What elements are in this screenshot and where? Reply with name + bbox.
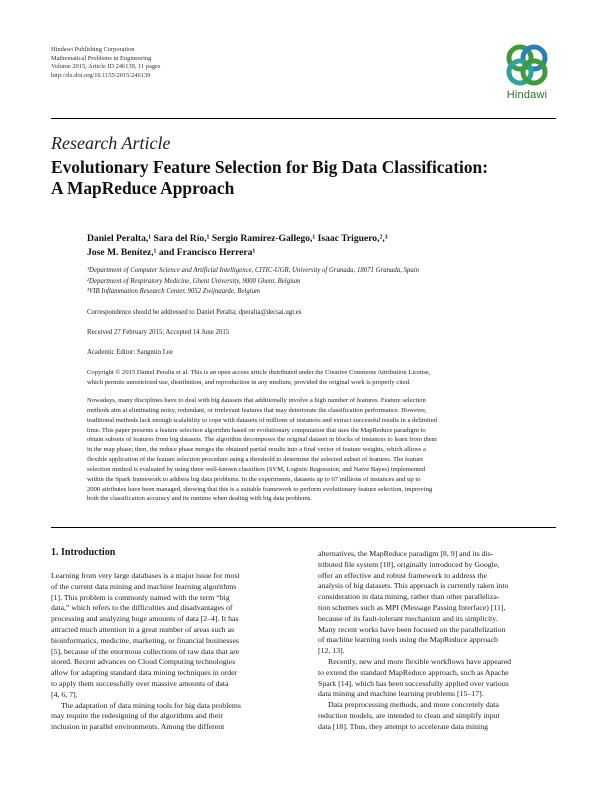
text-line: [4, 6, 7]. xyxy=(51,689,78,699)
text-line: may require the redesigning of the algorithms and their xyxy=(51,711,223,721)
received-dates: Received 27 February 2015; Accepted 14 June 2015 xyxy=(87,329,230,336)
copyright-notice xyxy=(87,368,556,388)
paragraph-intro-2 xyxy=(51,701,289,733)
affiliation: ²Department of Respiratory Medicine, Ghent University, 9000 Ghent, Belgium xyxy=(87,277,301,285)
affiliation: ¹Department of Computer Science and Artificial Intelligence, CITIC-UGR, University of Granada, 18071 Granada, Spain xyxy=(87,267,420,274)
article-type: Research Article xyxy=(51,133,171,153)
text-line: allow for adapting standard data mining techniques in order xyxy=(51,668,238,678)
text-line: Learning from very large databases is a major issue for most xyxy=(51,571,240,580)
abstract-line: in the map phase; then, the reduce phase merges the obtained partial results into a final vector of feature weights, which allows a xyxy=(87,446,426,454)
affiliations xyxy=(87,266,419,298)
paragraph-intro-1 xyxy=(51,571,289,701)
body-column-right xyxy=(318,549,556,733)
text-line: attracted much attention in a great number of areas such as xyxy=(51,624,235,634)
text-line: [12, 13]. xyxy=(318,646,345,656)
paper-title xyxy=(51,157,556,199)
text-line: of the current data mining and machine learning algorithms xyxy=(51,581,237,591)
text-line: reduction models, are intended to clean and simplify input xyxy=(318,710,500,720)
text-line: bioinformatics, medicine, marketing, or financial businesses xyxy=(51,635,239,645)
text-line: offer an effective and robust framework to address the xyxy=(318,570,488,580)
abstract-line: within the Spark framework to address big data problems. In the experiments, datasets up to 67 millions of instances and up to xyxy=(87,475,421,483)
abstract-line: obtain subsets of features from big datasets. The algorithm decomposes the original dataset in blocks of instances to learn from them xyxy=(87,436,437,444)
hindawi-logo xyxy=(498,42,556,108)
text-line: consideration in data mining, rather than other paralleliza- xyxy=(318,592,500,602)
text-line: tributed file system [10], originally introduced by Google, xyxy=(318,559,500,569)
copyright-line: which permits unrestricted use, distribution, and reproduction in any medium, provided the original work is properly cited. xyxy=(87,379,411,386)
text-line: processing and analyzing huge amounts of data [2–4]. It has xyxy=(51,614,239,624)
section-heading: 1. Introduction xyxy=(51,547,116,558)
title-line: A MapReduce Approach xyxy=(51,178,235,198)
authors-line: Daniel Peralta,¹ Sara del Río,¹ Sergio Ramírez-Gallego,¹ Isaac Triguero,²,³ xyxy=(87,233,388,244)
title-line: Evolutionary Feature Selection for Big Data Classification: xyxy=(51,157,488,177)
text-line: of machine learning tools using the MapReduce approach xyxy=(318,635,498,645)
logo-text: Hindawi xyxy=(506,89,548,101)
journal-metadata xyxy=(51,46,160,80)
abstract-line: methods aim at eliminating noisy, redundant, or irrelevant features that may deteriorate the classification performance. However, xyxy=(87,406,427,414)
abstract-line: traditional methods lack enough scalability to cope with datasets of millions of instances and extract successful results in a delimited xyxy=(87,416,437,424)
text-line: to apply them successfully over massive amounts of data xyxy=(51,678,229,688)
text-line: [1]. This problem is commonly named with the term “big xyxy=(51,592,230,602)
text-line: analysis of big datasets. This approach is currently taken into xyxy=(318,581,509,591)
doi-link[interactable]: http://dx.doi.org/10.1155/2015/246139 xyxy=(51,71,151,79)
text-line: Data preprocessing methods, and more concretely data xyxy=(328,700,499,710)
journal-name: Mathematical Problems in Engineering xyxy=(51,54,152,62)
text-line: The adaptation of data mining tools for big data problems xyxy=(61,700,241,710)
header-divider xyxy=(51,118,556,119)
publisher: Hindawi Publishing Corporation xyxy=(51,46,135,53)
paragraph-intro-5 xyxy=(318,700,556,732)
affiliation: ³VIB Inflammation Research Center, 9052 Zwijnaarde, Belgium xyxy=(87,288,260,296)
abstract-line: selection method is evaluated by using three well-known classifiers (SVM, Logistic Regression, and Naive Bayes) implemented xyxy=(87,465,426,473)
text-line: inclusion in parallel environments. Among the different xyxy=(51,722,225,732)
authors-line: Jose M. Benítez,¹ and Francisco Herrera¹ xyxy=(87,246,256,258)
correspondence: Correspondence should be addressed to Daniel Peralta; dperalta@decsai.ugr.es xyxy=(87,309,302,316)
abstract-divider xyxy=(51,527,556,528)
abstract-line: 2000 attributes have been managed, showing that this is a suitable framework to perform evolutionary feature selection, improving xyxy=(87,485,433,493)
abstract xyxy=(87,396,556,504)
text-line: to extend the standard MapReduce approach, such as Apache xyxy=(318,667,509,677)
abstract-line: Nowadays, many disciplines have to deal with big datasets that additionally involve a high number of features. Feature selection xyxy=(87,397,426,404)
text-line: data,” which refers to the difficulties and disadvantages of xyxy=(51,603,233,613)
abstract-line: time. This paper presents a feature selection algorithm based on evolutionary computation that uses the MapReduce paradigm to xyxy=(87,426,426,434)
text-line: Many recent works have been focused on the parallelization xyxy=(318,624,506,634)
paragraph-intro-3 xyxy=(318,549,556,657)
text-line: stored. Recent advances on Cloud Computing technologies xyxy=(51,657,236,667)
abstract-line: flexible application of the feature selection procedure using a threshold to determine the selected subset of features. The feature xyxy=(87,456,424,464)
abstract-line: both the classification accuracy and its runtime when dealing with big data problems. xyxy=(87,495,313,503)
text-line: alternatives, the MapReduce paradigm [8, 9] and its dis- xyxy=(318,549,494,558)
text-line: data mining and machine learning problems [15–17]. xyxy=(318,689,484,699)
body-column-left xyxy=(51,547,289,733)
text-line: data [18]. Thus, they attempt to accelerate data mining xyxy=(318,721,489,731)
copyright-line: Copyright © 2015 Daniel Peralta et al. This is an open access article distributed under the Creative Commons Attribution License, xyxy=(87,369,431,376)
volume-info: Volume 2015, Article ID 246139, 11 pages xyxy=(51,63,161,71)
text-line: Recently, new and more flexible workflows have appeared xyxy=(328,656,512,666)
text-line: tion schemes such as MPI (Message Passing Interface) [11], xyxy=(318,602,506,612)
text-line: [5], because of the enormous collections of raw data that are xyxy=(51,646,240,656)
text-line: Spark [14], which has been successfully applied over various xyxy=(318,678,509,688)
paragraph-intro-4 xyxy=(318,657,556,700)
academic-editor: Academic Editor: Sangmin Lee xyxy=(87,349,173,356)
text-line: because of its fault-tolerant mechanism and its simplicity. xyxy=(318,613,498,623)
author-list xyxy=(87,232,556,259)
hindawi-logo-icon xyxy=(504,42,550,88)
